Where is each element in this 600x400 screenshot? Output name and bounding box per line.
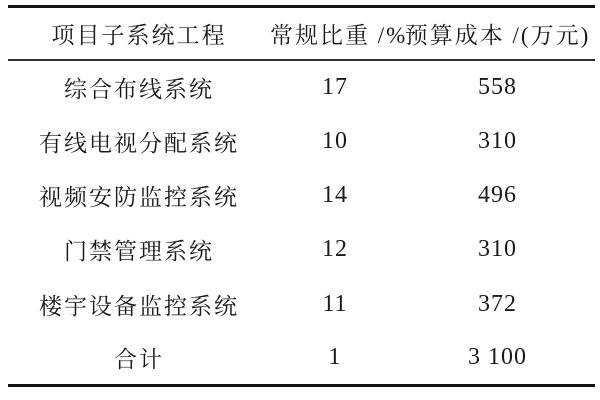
table-figure: [0, 5, 600, 400]
proportion-cell: 12: [322, 236, 348, 263]
proportion-cell: 10: [322, 127, 348, 154]
subsystem-name-cell: 楼宇设备监控系统: [39, 293, 239, 319]
cost-cell: 496: [478, 181, 517, 208]
cost-cell: 372: [478, 290, 517, 317]
cost-cell: 310: [478, 236, 517, 263]
subsystem-name-cell: 门禁管理系统: [64, 239, 214, 265]
table-row: [8, 223, 595, 277]
cost-cell: 558: [478, 73, 517, 100]
proportion-cell: 17: [322, 73, 348, 100]
proportion-cell: 14: [322, 181, 348, 208]
budget-table: [8, 5, 595, 387]
table-row: [8, 60, 595, 114]
table-row: [8, 168, 595, 222]
col-header-proportion: 常规比重 /%: [270, 22, 408, 48]
table-row: [8, 114, 595, 168]
cost-cell: 310: [478, 127, 517, 154]
total-proportion-cell: 1: [328, 344, 342, 371]
subsystem-name-cell: 视频安防监控系统: [39, 184, 239, 210]
col-header-subsystem: 项目子系统工程: [51, 22, 227, 48]
proportion-cell: 11: [322, 290, 348, 317]
subsystem-name-cell: 有线电视分配系统: [39, 130, 239, 156]
total-row: [8, 331, 595, 385]
subsystem-name-cell: 综合布线系统: [64, 76, 214, 102]
total-cost-cell: 3 100: [468, 344, 527, 371]
table-row: [8, 277, 595, 331]
col-header-cost: 预算成本 /(万元): [404, 22, 591, 48]
total-label-cell: 合计: [114, 347, 164, 373]
header-row: [8, 7, 595, 60]
